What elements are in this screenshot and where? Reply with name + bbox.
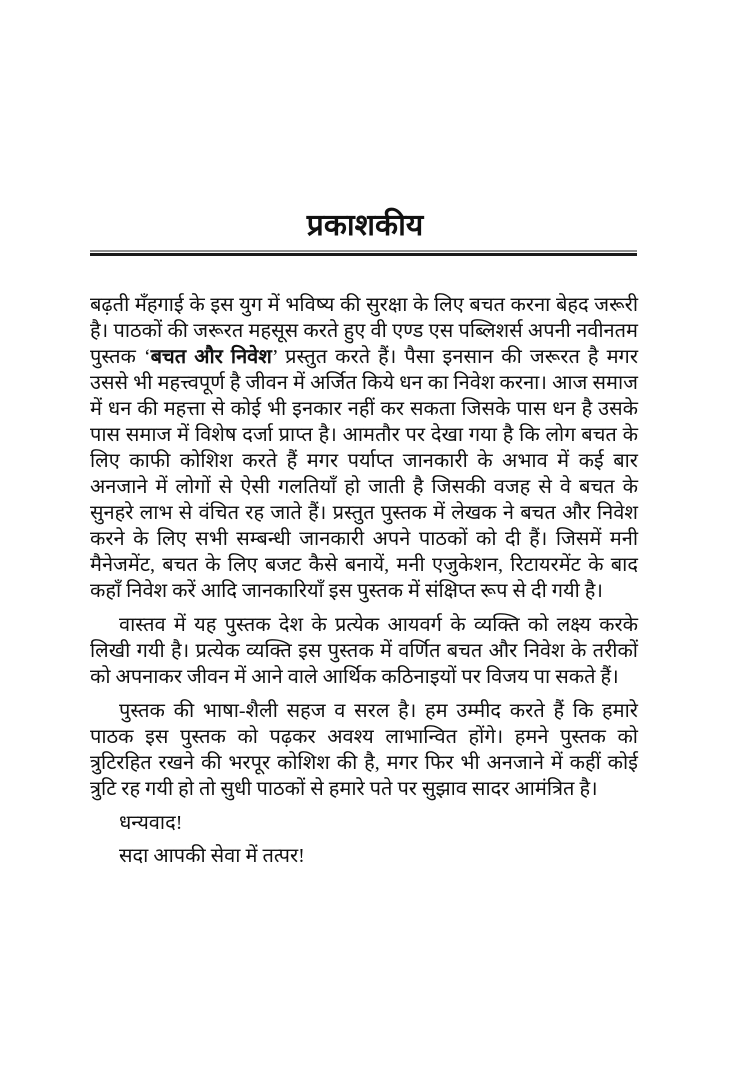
book-title-emphasis: बचत और निवेश	[150, 346, 272, 368]
paragraph-thanks	[90, 810, 638, 836]
paragraph-text: वास्तव में यह पुस्तक देश के प्रत्येक आयवर्ग के व्यक्ति को लक्ष्य करके लिखी गयी है। प्रत्येक व्यक्ति इस पुस्तक में वर्णित बचत और निवेश के तरीकों को अपनाकर जीवन में आने वाले आर्थिक कठिनाइयों पर विजय पा सकते हैं।	[90, 614, 638, 688]
paragraph-style	[90, 698, 638, 802]
paragraph-text: पुस्तक की भाषा-शैली सहज व सरल है। हम उम्मीद करते हैं कि हमारे पाठक इस पुस्तक को पढ़कर अवश्य लाभान्वित होंगे। हमने पुस्तक को त्रुटिरहित रखने की भरपूर कोशिश की है, मगर फिर भी अनजाने में कहीं कोई त्रुटि रह गयी हो तो सुधी पाठकों से हमारे पते पर सुझाव सादर आमंत्रित है।	[90, 700, 638, 800]
paragraph-text: ’ प्रस्तुत करते हैं। पैसा इनसान की जरूरत है मगर उससे भी महत्त्वपूर्ण है जीवन में अर्जित किये धन का निवेश करना। आज समाज में धन की महत्ता से कोई भी इनकार नहीं कर सकता जिसके पास धन है उसके पास समाज में विशेष दर्जा प्राप्त है। आमतौर पर देखा गया है कि लोग बचत के लिए काफी कोशिश करते हैं मगर पर्याप्त जानकारी के अभाव में कई बार अनजाने में लोगों से ऐसी गलतियाँ हो जाती है जिसकी वजह से वे बचत के सुनहरे लाभ से वंचित रह जाते हैं। प्रस्तुत पुस्तक में लेखक ने बचत और निवेश करने के लिए सभी सम्बन्धी जानकारी अपने पाठकों को दी हैं। जिसमें मनी मैनेजमेंट, बचत के लिए बजट कैसे बनायें, मनी एजुकेशन, रिटायरमेंट के बाद कहाँ निवेश करें आदि जानकारियाँ इस पुस्तक में संक्षिप्त रूप से दी गयी है।	[90, 346, 638, 602]
title-divider	[90, 250, 637, 256]
closing-line: सदा आपकी सेवा में तत्पर!	[119, 845, 305, 867]
paragraph-intro	[90, 292, 638, 604]
title-divider-bottom-line	[90, 253, 637, 256]
paragraph-text: बढ़ती मँहगाई के इस युग में भविष्य की सुरक्षा के लिए बचत करना बेहद जरूरी है। पाठकों की जरूरत महसूस करते हुए वी एण्ड एस पब्लिशर्स अपनी नवीनतम पुस्तक ‘	[90, 294, 638, 368]
paragraph-audience	[90, 612, 638, 690]
page-title: प्रकाशकीय	[306, 209, 424, 242]
title-divider-top-line	[90, 250, 637, 252]
paragraph-text: धन्यवाद!	[119, 812, 183, 834]
body-text	[90, 292, 638, 836]
